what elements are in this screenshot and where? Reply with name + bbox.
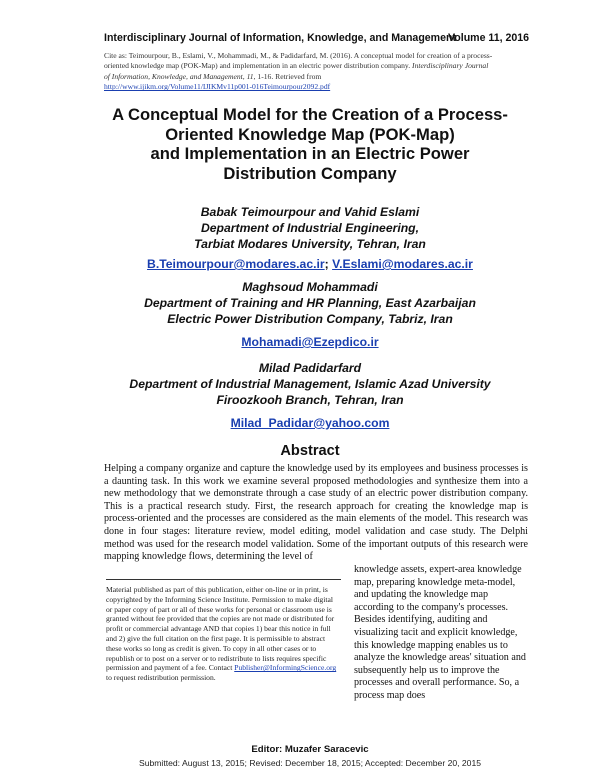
email-separator: ; [324,257,329,271]
author-block-3 [100,361,520,408]
author-emails-3 [100,416,520,430]
title-line: A Conceptual Model for the Creation of a Process- [112,105,508,124]
author-affiliation: Department of Industrial Engineering, [200,220,420,235]
publisher-email-link[interactable]: Publisher@InformingScience.org [234,663,337,673]
citation-block [104,51,496,93]
email-link[interactable]: Milad_Padidar@yahoo.com [230,416,390,430]
editor-line: Editor: Muzafer Saracevic [251,744,369,755]
title-line: and Implementation in an Electric Power [150,144,470,164]
author-emails-2 [100,335,520,349]
notice-tail: to request redistribution permission. [106,673,216,683]
email-link[interactable]: B.Teimourpour@modares.ac.ir [147,257,325,271]
abstract-text: Helping a company organize and capture the knowledge used by its employees and business processes is a daunting task. In this work we examine several proposed methodologies and synthesize them into a new methodology that we demonstrate through a case study of an electric power distribution company. This is a practical research study. First, the research approach for creating the knowledge map is process-oriented and the processes are considered as the main elements of the model. This research was done in four stages: literature review, model editing, model validation and case study. The Delphi method was used for the research model validation. Some of the important outputs of this research were mapping knowledge flows, determining the level of [104,463,528,563]
author-name: Milad Padidarfard [258,361,362,375]
author-block-1 [100,205,520,252]
author-block-2 [100,280,520,327]
author-affiliation: Department of Training and HR Planning, East Azarbaijan [144,295,476,310]
citation-pages: 1-16. Retrieved from [257,71,322,81]
email-link[interactable]: Mohamadi@Ezepdico.ir [241,335,379,349]
citation-text: Teimourpour, B., Eslami, V., Mohammadi, M., & Padidarfard, M. (2016). A conceptual model for creation of a process-oriented knowledge map (POK-Map) and implementation in an electric power distribution company. [104,51,493,71]
volume-label: Volume 11, 2016 [448,32,530,44]
author-affiliation: Electric Power Distribution Company, Tabriz, Iran [167,311,453,326]
citation-label: Cite as: [104,51,127,60]
author-emails-1 [100,257,520,271]
journal-name: Interdisciplinary Journal of Information, Knowledge, and Management [104,32,456,44]
paper-title [100,105,520,183]
email-link[interactable]: V.Eslami@modares.ac.ir [332,257,473,271]
citation-journal: Interdisciplinary Journal of Information, Knowledge, and Management, 11, [104,61,489,81]
abstract-text-column: knowledge assets, expert-area knowledge map, preparing knowledge meta-model, and updating the knowledge map according to the company's processes. Besides identifying, auditing and visualizing tacit and explicit knowledge, this knowledge mapping enables us to analyze the knowledge areas' situation and subsequently help us to improve the processes and overall performance. So, a process map does [354,564,526,701]
abstract-heading: Abstract [280,443,340,459]
citation-url-link[interactable]: http://www.ijikm.org/Volume11/IJIKMv11p001-016Teimourpour2092.pdf [104,82,331,92]
author-affiliation: Department of Industrial Management, Islamic Azad University [129,376,491,391]
author-affiliation: Tarbiat Modares University, Tehran, Iran [194,236,426,251]
title-line: Oriented Knowledge Map (POK-Map) [165,124,455,144]
author-names: Babak Teimourpour and Vahid Eslami [200,205,420,219]
title-line: Distribution Company [223,163,397,183]
author-name: Maghsoud Mohammadi [242,280,378,294]
copyright-notice [106,579,341,709]
submission-dates: Submitted: August 13, 2015; Revised: December 18, 2015; Accepted: December 20, 2015 [138,758,482,768]
notice-text: Material published as part of this publication, either on-line or in print, is copyrighted by the Informing Science Institute. Permission to make digital or paper copy of part or all of these works for personal or classroom use is granted without fee provided that the copies are not made or distributed for profit or commercial advantage AND that copies 1) bear this notice in full and 2) give the full citation on the first page. It is permissible to abstract these works so long as credit is given. To copy in all other cases or to republish or to post on a server or to redistribute to lists requires specific permission and payment of a fee. Contact [106,585,335,673]
author-affiliation: Firoozkooh Branch, Tehran, Iran [216,392,404,407]
